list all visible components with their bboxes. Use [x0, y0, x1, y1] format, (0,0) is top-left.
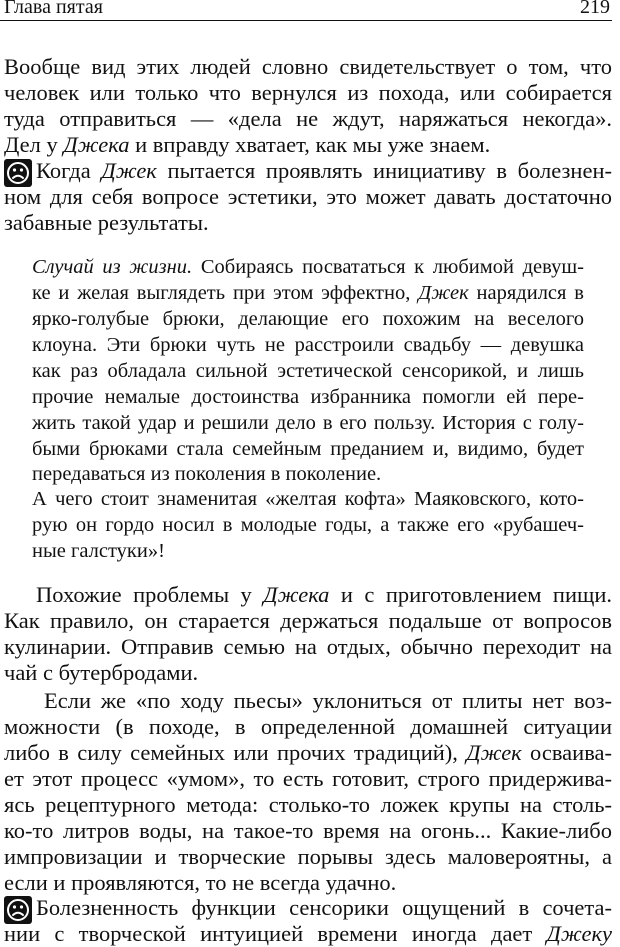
header-divider	[0, 20, 612, 21]
body-line: Вообще вид этих людей словно свидетельствует о том, что	[4, 54, 612, 79]
body-line: человек или только что вернулся из похода, или собирается	[4, 80, 612, 105]
case-study-line: ке и желая выглядеть при этом эффектно, Джек нарядился в	[32, 282, 584, 304]
body-line: нии с творческой интуицией времени иногда дает Джеку	[4, 921, 612, 946]
body-line: ет этот процесс «умом», то есть готовит, строго придержива-	[4, 766, 612, 791]
case-study-line: ные галстуки»!	[32, 540, 165, 562]
body-line: либо в силу семейных или прочих традиций), Джек осваива-	[4, 740, 613, 765]
body-line: Когда Джек пытается проявлять инициативу в болезнен-	[36, 158, 612, 183]
case-study-line: прочие немалые достоинства избранника помогли ей пере-	[32, 386, 584, 408]
case-study-line: жить такой удар и решили дело в его пользу. История с голу-	[32, 412, 584, 434]
body-line: ко-то литров воды, на такое-то время на огонь... Какие-либо	[4, 818, 612, 843]
page-number: 219	[580, 0, 610, 18]
page-header	[0, 0, 620, 20]
case-study-line: рую он гордо носил в молодые годы, а также его «рубашеч-	[32, 514, 584, 536]
body-line: туда отправиться — «дела не ждут, наряжаться некогда».	[4, 106, 612, 131]
body-line: Болезненность функции сенсорики ощущений в сочета-	[36, 895, 612, 920]
case-study-line: быми брюками стала семейным преданием и, видимо, будет	[32, 438, 584, 460]
body-line: ясь рецептурного метода: столько-то ложек крупы на столь-	[4, 792, 612, 817]
body-line: Похожие проблемы у Джека и с приготовлением пищи.	[36, 582, 612, 607]
body-line: если и проявляются, то не всегда удачно.	[4, 870, 397, 895]
sad-face-icon	[4, 896, 32, 924]
body-line: импровизации и творческие порывы здесь маловероятны, а	[4, 844, 612, 869]
case-study-line: как раз обладала сильной эстетической сенсорикой, и лишь	[32, 360, 584, 382]
case-study-line: А чего стоит знаменитая «желтая кофта» Маяковского, кото-	[32, 488, 584, 510]
body-line: кулинарии. Отправив семью на отдых, обычно переходит на	[4, 634, 612, 659]
case-study-line: клоуна. Эти брюки чуть не расстроили свадьбу — девушка	[32, 334, 584, 356]
body-line: забавные результаты.	[4, 210, 209, 235]
body-line: чай с бутербродами.	[4, 660, 199, 685]
body-line: ном для себя вопросе эстетики, это может давать достаточно	[4, 184, 612, 209]
case-study-line: Случай из жизни. Собираясь посвататься к любимой девуш-	[32, 256, 584, 278]
body-line: можности (в походе, в определенной домашней ситуации	[4, 714, 612, 739]
chapter-title: Глава пятая	[4, 0, 103, 18]
body-line: Как правило, он старается держаться подальше от вопросов	[4, 608, 612, 633]
case-study-line: передаваться из поколения в поколение.	[32, 463, 382, 485]
sad-face-icon	[4, 159, 32, 187]
case-study-line: ярко-голубые брюки, делающие его похожим на веселого	[32, 308, 584, 330]
body-line: Если же «по ходу пьесы» уклониться от плиты нет воз-	[44, 688, 612, 713]
body-line: Дел у Джека и вправду хватает, как мы уже знаем.	[4, 132, 491, 157]
